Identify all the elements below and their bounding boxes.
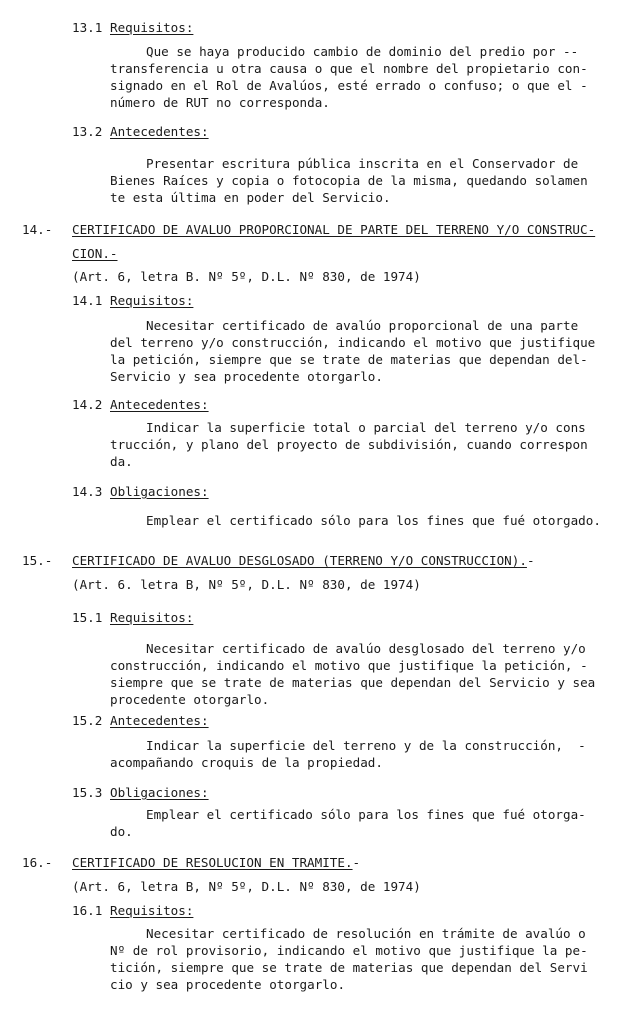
section-14-title-continued: CION.-	[72, 246, 118, 261]
subsection-14-3-number: 14.3	[72, 484, 103, 499]
paragraph-line: trucción, y plano del proyecto de subdivisión, cuando correspon	[110, 437, 588, 452]
paragraph-line: Necesitar certificado de avalúo proporcional de una parte	[146, 318, 579, 333]
paragraph-line: acompañando croquis de la propiedad.	[110, 755, 383, 770]
paragraph-line: la petición, siempre que se trate de materias que dependan del-	[110, 352, 588, 367]
paragraph-line: siempre que se trate de materias que dependan del Servicio y sea	[110, 675, 596, 690]
paragraph-line: Servicio y sea procedente otorgarlo.	[110, 369, 383, 384]
section-15-number: 15.-	[22, 553, 53, 568]
subsection-14-2-title: Antecedentes:	[110, 397, 209, 412]
section-15-reference: (Art. 6. letra B, Nº 5º, D.L. Nº 830, de 1974)	[72, 577, 421, 592]
section-15-title: CERTIFICADO DE AVALUO DESGLOSADO (TERRENO Y/O CONSTRUCCION).	[72, 553, 527, 568]
paragraph-line: signado en el Rol de Avalúos, esté errado o confuso; o que el -	[110, 78, 588, 93]
section-15-title-dash: -	[526, 553, 535, 568]
subsection-13-1-number: 13.1	[72, 20, 103, 35]
section-16-title: CERTIFICADO DE RESOLUCION EN TRAMITE.	[72, 855, 353, 870]
section-14-number: 14.-	[22, 222, 53, 237]
section-16-heading	[72, 855, 360, 870]
subsection-16-1-title: Requisitos:	[110, 903, 194, 918]
paragraph-line: número de RUT no corresponda.	[110, 95, 330, 110]
subsection-14-3-title: Obligaciones:	[110, 484, 209, 499]
section-16-title-dash: -	[352, 855, 361, 870]
paragraph-line: procedente otorgarlo.	[110, 692, 270, 707]
subsection-15-1-title: Requisitos:	[110, 610, 194, 625]
paragraph-line: cio y sea procedente otorgarlo.	[110, 977, 346, 992]
subsection-14-2-number: 14.2	[72, 397, 103, 412]
paragraph-line: Nº de rol provisorio, indicando el motivo que justifique la pe-	[110, 943, 588, 958]
paragraph-line: Presentar escritura pública inscrita en el Conservador de	[146, 156, 579, 171]
subsection-14-1-title: Requisitos:	[110, 293, 194, 308]
subsection-15-3-title: Obligaciones:	[110, 785, 209, 800]
paragraph-line: construcción, indicando el motivo que justifique la petición, -	[110, 658, 588, 673]
paragraph-line: Necesitar certificado de avalúo desglosado del terreno y/o	[146, 641, 586, 656]
subsection-14-1-number: 14.1	[72, 293, 103, 308]
paragraph-line: Emplear el certificado sólo para los fines que fué otorga-	[146, 807, 586, 822]
paragraph-line: do.	[110, 824, 133, 839]
section-16-number: 16.-	[22, 855, 53, 870]
subsection-15-3-number: 15.3	[72, 785, 103, 800]
subsection-16-1-number: 16.1	[72, 903, 103, 918]
paragraph-line: tición, siempre que se trate de materias que dependan del Servi	[110, 960, 588, 975]
paragraph-line: Indicar la superficie total o parcial del terreno y/o cons	[146, 420, 586, 435]
paragraph-line: Que se haya producido cambio de dominio del predio por --	[146, 44, 579, 59]
subsection-13-1-title: Requisitos:	[110, 20, 194, 35]
section-15-heading	[72, 553, 535, 568]
subsection-13-2-number: 13.2	[72, 124, 103, 139]
subsection-15-2-title: Antecedentes:	[110, 713, 209, 728]
subsection-13-2-title: Antecedentes:	[110, 124, 209, 139]
paragraph-line: del terreno y/o construcción, indicando el motivo que justifique	[110, 335, 596, 350]
paragraph-line: Indicar la superficie del terreno y de la construcción, -	[146, 738, 586, 753]
section-16-reference: (Art. 6, letra B, Nº 5º, D.L. Nº 830, de 1974)	[72, 879, 421, 894]
section-14-title: CERTIFICADO DE AVALUO PROPORCIONAL DE PARTE DEL TERRENO Y/O CONSTRUC-	[72, 222, 596, 237]
paragraph-line: te esta última en poder del Servicio.	[110, 190, 391, 205]
paragraph-line: transferencia u otra causa o que el nombre del propietario con-	[110, 61, 588, 76]
subsection-15-2-number: 15.2	[72, 713, 103, 728]
subsection-15-1-number: 15.1	[72, 610, 103, 625]
paragraph-line: da.	[110, 454, 133, 469]
paragraph-line: Bienes Raíces y copia o fotocopia de la misma, quedando solamen	[110, 173, 588, 188]
paragraph-line: Emplear el certificado sólo para los fines que fué otorgado.	[146, 513, 601, 528]
section-14-reference: (Art. 6, letra B. Nº 5º, D.L. Nº 830, de 1974)	[72, 269, 421, 284]
paragraph-line: Necesitar certificado de resolución en trámite de avalúo o	[146, 926, 586, 941]
